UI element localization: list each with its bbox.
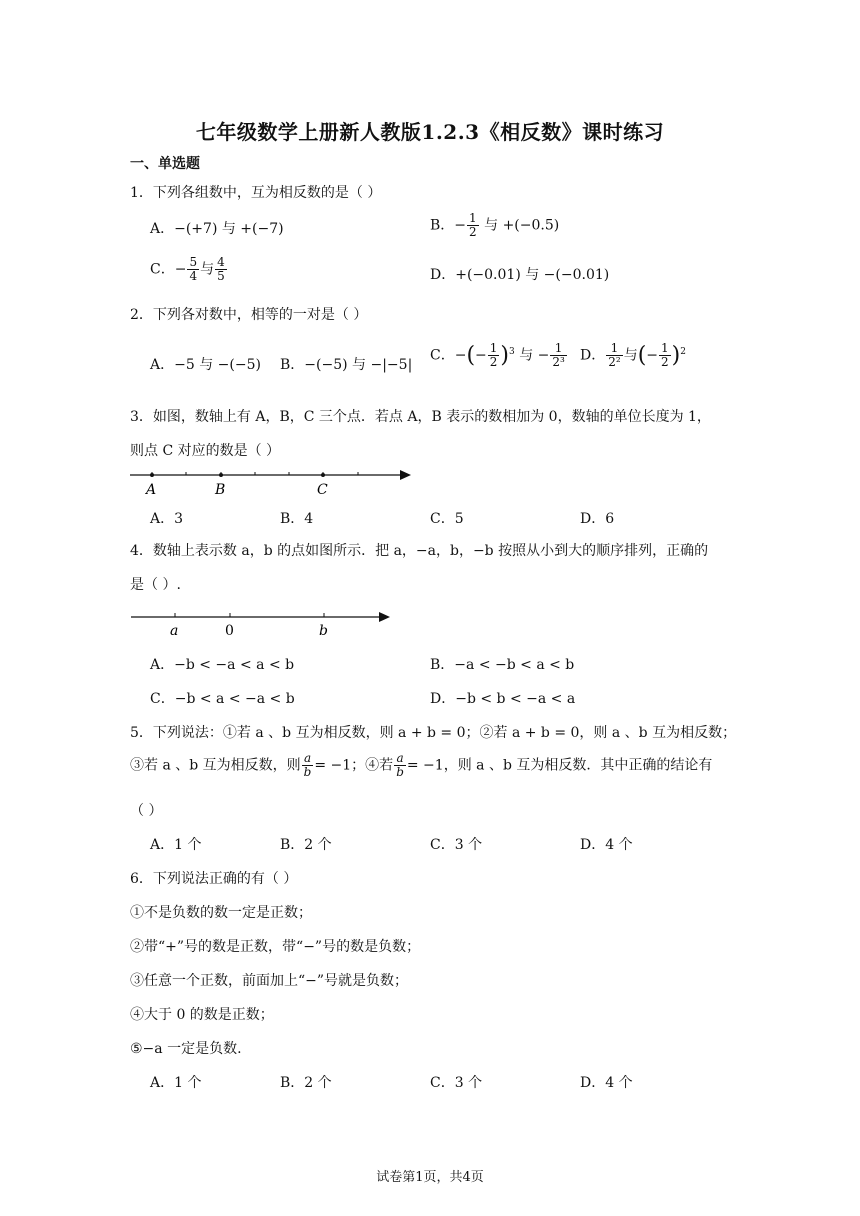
q1-option-d: D．+(−0.01) 与 −(−0.01): [430, 267, 610, 283]
fraction-four-fifths: $\frac{4}{5}$: [217, 255, 225, 283]
q3-option-b: B．4: [280, 511, 314, 527]
q1-option-b-label: B．: [430, 217, 455, 234]
question-2-stem: 2．下列各对数中，相等的一对是（ ）: [130, 307, 368, 323]
q6-option-d: D．4 个: [580, 1075, 633, 1091]
q6-statement-2: ②带“+”号的数是正数，带“−”号的数是负数；: [130, 939, 421, 955]
label-c: C: [317, 482, 328, 498]
q5-stem-part-1: ③若 a 、b 互为相反数，则: [130, 757, 301, 774]
q5-stem-part-3: = −1，则 a 、b 互为相反数．其中正确的结论有: [406, 757, 713, 774]
q5-stem-part-2: = −1；④若: [314, 757, 394, 774]
fraction-one-half: $\frac{1}{2}$: [469, 211, 477, 239]
fraction-a-over-b: $\frac{a}{b}$: [303, 751, 312, 779]
fraction-one-half: $\frac{1}{2}$: [661, 341, 669, 369]
q3-option-a: A．3: [150, 511, 184, 527]
number-line-q4: [128, 604, 398, 640]
q2-option-c: C．−(− $\frac{1}{2}$ )$^3$ 与 − $\frac{1}{\text{2³}}$: [430, 341, 565, 369]
q1-option-c-label: C．: [150, 261, 175, 278]
question-3-stem-line-1: 3．如图，数轴上有 A，B，C 三个点．若点 A，B 表示的数相加为 0，数轴的单位长度为 1，: [130, 409, 711, 425]
q1-option-c: C．− $\frac{5}{4}$ 与 $\frac{4}{5}$: [150, 255, 225, 283]
question-4-stem-line-1: 4．数轴上表示数 a，b 的点如图所示．把 a，−a，b，−b 按照从小到大的顺序排列，正确的: [130, 543, 709, 559]
question-3-stem-line-2: 则点 C 对应的数是（ ）: [130, 443, 281, 459]
q4-option-c: C．−b < a < −a < b: [150, 691, 295, 707]
point-a: [150, 473, 154, 477]
label-b: b: [319, 623, 328, 639]
question-5-stem-line-2: [130, 752, 712, 779]
q5-option-a: A．1 个: [150, 837, 202, 853]
q4-option-a: A．−b < −a < a < b: [150, 657, 295, 673]
arrow-head-icon: [379, 612, 390, 622]
point-c: [321, 473, 325, 477]
question-4-stem-line-2: 是（ ）.: [130, 577, 181, 593]
label-zero: 0: [225, 623, 234, 639]
q1-option-a: A．−(+7) 与 +(−7): [150, 221, 284, 237]
question-5-stem-line-1: 5．下列说法：①若 a 、b 互为相反数，则 a + b = 0；②若 a + b = 0，则 a 、b 互为相反数；: [130, 725, 737, 741]
label-a: a: [170, 623, 179, 639]
q6-statement-5: ⑤−a 一定是负数.: [130, 1041, 242, 1057]
section-heading: 一、单选题: [130, 156, 200, 172]
q5-option-c: C．3 个: [430, 837, 483, 853]
q2-option-c-label: C．: [430, 347, 455, 364]
q6-option-b: B．2 个: [280, 1075, 332, 1091]
page-title: 七年级数学上册新人教版1.2.3《相反数》课时练习: [195, 120, 665, 144]
fraction-one-over-two-squared: $\frac{1}{\text{2²}}$: [608, 341, 621, 369]
fraction-one-over-two-cubed: $\frac{1}{\text{2³}}$: [552, 341, 565, 369]
q2-option-d-label: D．: [580, 347, 606, 364]
q1-option-b: B．− $\frac{1}{2}$ 与 +(−0.5): [430, 211, 560, 239]
page-footer: 试卷第1页，共4页: [376, 1170, 484, 1185]
q5-option-d: D．4 个: [580, 837, 633, 853]
q4-option-d: D．−b < b < −a < a: [430, 691, 576, 707]
q6-statement-1: ①不是负数的数一定是正数；: [130, 905, 312, 921]
number-line-q3: [125, 462, 425, 498]
q4-option-b: B．−a < −b < a < b: [430, 657, 575, 673]
q6-statement-4: ④大于 0 的数是正数；: [130, 1007, 274, 1023]
label-b: B: [215, 482, 226, 498]
q6-statement-3: ③任意一个正数，前面加上“−”号就是负数；: [130, 973, 409, 989]
q2-option-b: B．−(−5) 与 −|−5|: [280, 357, 413, 373]
label-a: A: [146, 482, 157, 498]
point-b: [219, 473, 223, 477]
question-6-stem: 6．下列说法正确的有（ ）: [130, 871, 298, 887]
question-1-stem: 1．下列各组数中，互为相反数的是（ ）: [130, 185, 382, 201]
q6-option-a: A．1 个: [150, 1075, 202, 1091]
q2-option-a: A．−5 与 −(−5): [150, 357, 261, 373]
q6-option-c: C．3 个: [430, 1075, 483, 1091]
fraction-one-half: $\frac{1}{2}$: [489, 341, 498, 369]
q5-option-b: B．2 个: [280, 837, 332, 853]
arrow-head-icon: [400, 470, 411, 480]
q3-option-c: C．5: [430, 511, 464, 527]
q1-option-b-tail: 与 +(−0.5): [484, 217, 560, 234]
q3-option-d: D．6: [580, 511, 615, 527]
fraction-a-over-b: $\frac{a}{b}$: [396, 751, 404, 779]
question-5-stem-line-3: （ ）: [130, 803, 163, 819]
q2-option-d: D． $\frac{1}{\text{2²}}$ 与(− $\frac{1}{2}$ )$^2$: [580, 341, 686, 369]
fraction-five-fourths: $\frac{5}{4}$: [189, 255, 198, 283]
